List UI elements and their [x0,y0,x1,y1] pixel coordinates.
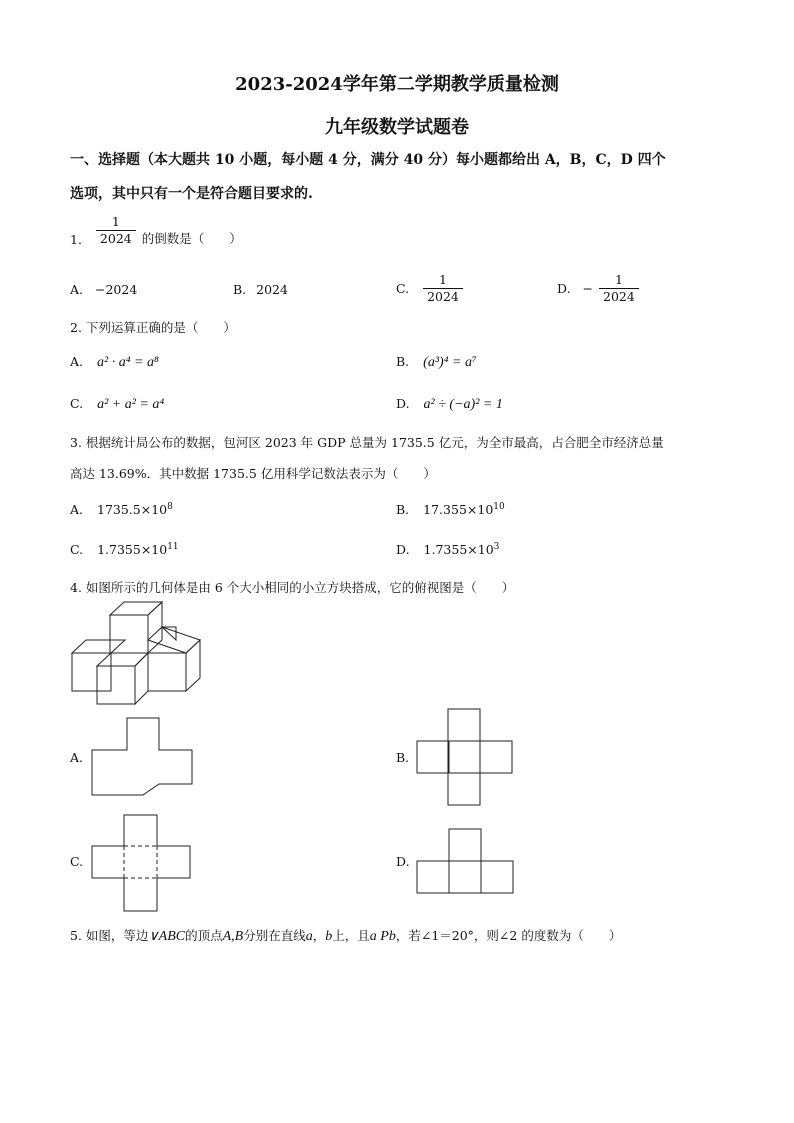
q5-triangle: ∨ABC [148,929,186,944]
q5-part6: ，若∠1＝20°，则∠2 的度数为（ ） [395,928,622,943]
q5-part4: ， [312,928,326,943]
q3-c-label: C. [70,542,84,558]
q3-a-base: 1735.5×10 [97,502,168,518]
q4-c-label: C. [70,854,84,869]
q3-b-exp: 10 [493,502,505,512]
question-4: 4. 如图所示的几何体是由 6 个大小相同的小立方块搭成，它的俯视图是（ ） [70,580,515,595]
q1-a-text: −2024 [95,282,138,297]
q5-vertices: A,B [222,929,244,944]
q5-part5: 上，且 [332,928,370,943]
q1-c-den: 2024 [427,289,459,304]
q1-c-num: 1 [423,272,463,289]
q1-frac-den: 2024 [99,231,132,246]
q1-number: 1. [70,232,82,247]
section-heading-line2: 选项，其中只有一个是符合题目要求的. [70,186,313,202]
q3-a-exp: 8 [167,502,173,512]
question-2: 2. 下列运算正确的是（ ） [70,320,236,335]
q2-b-text: (a³)⁴ = a⁷ [423,355,477,370]
section-heading-line1: 一、选择题（本大题共 10 小题，每小题 4 分，满分 40 分）每小题都给出 A，B，C，D 四个 [70,152,666,168]
q2-d-label: D. [396,396,410,411]
q1-a-label: A. [70,282,84,297]
q5-part3: 分别在直线 [243,928,306,943]
question-3-line1: 3. 根据统计局公布的数据，包河区 2023 年 GDP 总量为 1735.5 亿元，为全市最高，占合肥全市经济总量 [70,435,664,450]
q1-c-label: C. [396,281,410,296]
q2-d-text: a² ÷ (−a)² = 1 [423,397,503,412]
q5-line-a: a [305,929,313,944]
question-5 [70,926,621,945]
q4-d-label: D. [396,854,410,869]
q1-d-den: 2024 [603,289,635,304]
q1-b-text: 2024 [256,282,288,297]
q1-b-label: B. [233,282,247,297]
q3-d-label: D. [396,542,410,558]
exam-subtitle: 九年级数学试题卷 [325,117,469,138]
q2-a-label: A. [70,354,84,369]
q2-c-label: C. [70,396,84,411]
q3-d-base: 1.7355×10 [423,542,494,558]
q4-b-label: B. [396,750,410,765]
q1-d-num: 1 [599,272,639,289]
q1-d-label: D. [557,281,571,296]
q3-c-base: 1.7355×10 [97,542,168,558]
q2-a-text: a² · a⁴ = a⁸ [97,355,159,370]
q1-d-sign: − [582,281,594,296]
q3-b-label: B. [396,502,410,518]
question-3-line2: 高达 13.69%．其中数据 1735.5 亿用科学记数法表示为（ ） [70,466,436,481]
q1-frac-num: 1 [96,214,136,231]
q2-b-label: B. [396,354,410,369]
q3-a-label: A. [70,502,84,518]
q3-b-base: 17.355×10 [423,502,494,518]
q2-c-text: a² + a² = a⁴ [97,397,165,412]
q1-stem: 的倒数是（ ） [141,231,242,246]
exam-title: 2023-2024学年第二学期教学质量检测 [235,74,559,95]
q4-a-label: A. [70,750,84,765]
q5-part2: 的顶点 [185,928,223,943]
q5-part1: 5. 如图，等边 [70,928,149,943]
q3-d-exp: 3 [493,542,500,552]
q5-parallel: a Pb [369,929,396,944]
q5-line-b: b [325,929,333,944]
q3-c-exp: 11 [167,542,179,552]
